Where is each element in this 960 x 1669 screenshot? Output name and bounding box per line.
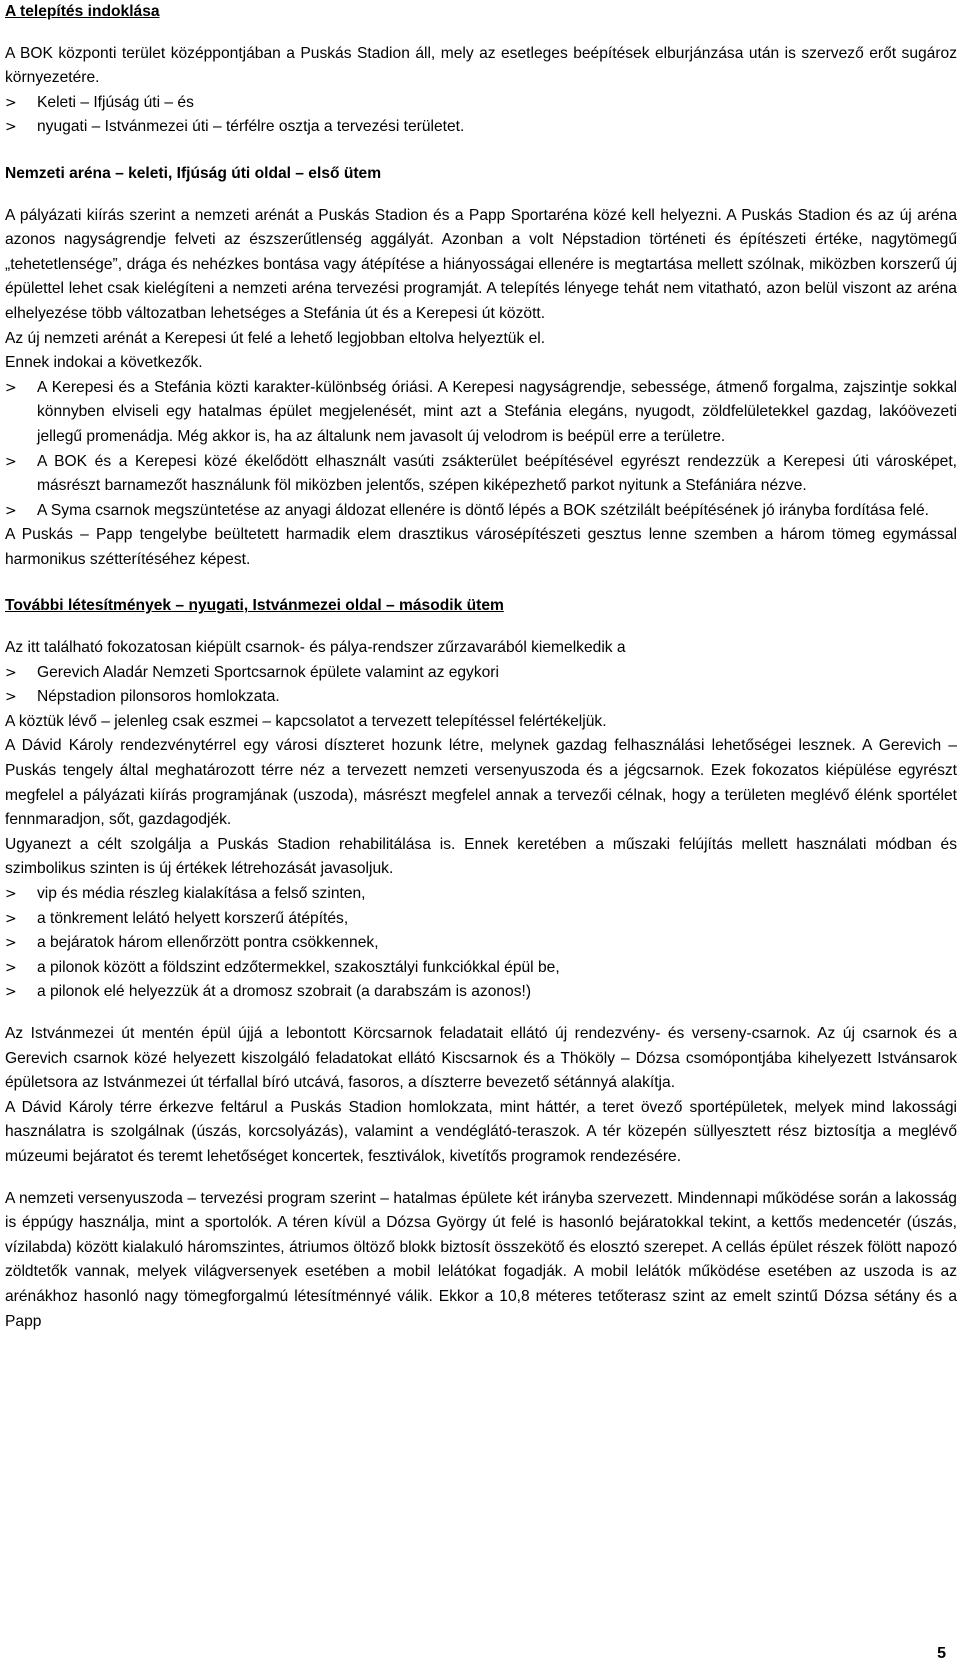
- list-item-text: vip és média részleg kialakítása a felső szinten,: [37, 885, 366, 902]
- bullet-marker: >: [5, 94, 17, 111]
- bullet-marker: >: [5, 959, 17, 976]
- list-item: [5, 450, 957, 499]
- section-title: A telepítés indoklása: [5, 3, 160, 20]
- document-body: [5, 0, 957, 1334]
- list-item: [5, 956, 957, 981]
- list-item-text: A BOK és a Kerepesi közé ékelődött elhasznált vasúti zsákterület beépítésével egyrészt rendezzük a Kerepesi úti városképet, másrészt barnamezőt használunk föl miközben jelentős, szépen kiképezhető parkot nyitunk a Stefániára nézve.: [37, 452, 957, 495]
- list-item-text: a pilonok elé helyezzük át a dromosz szobrait (a darabszám is azonos!): [37, 983, 532, 1001]
- bullet-marker: >: [5, 935, 17, 952]
- bullet-marker: >: [5, 119, 17, 136]
- bullet-marker: >: [5, 910, 17, 927]
- list-item: [5, 499, 957, 524]
- bullet-marker: >: [5, 502, 17, 519]
- list-item: [5, 882, 957, 907]
- list-item: [5, 980, 957, 1005]
- list-item-text: Gerevich Aladár Nemzeti Sportcsarnok épülete valamint az egykori: [37, 663, 499, 681]
- bullet-marker: >: [5, 689, 17, 706]
- paragraph: Az Istvánmezei út mentén épül újjá a lebontott Körcsarnok feladatait ellátó új rendezvény- és verseny-csarnok. Az új csarnok és a Gerevich csarnok közé helyezett kiszolgáló feladatokat ellátó Kiscsarnok és a Thököly – Dózsa csomópontjába kihelyezett Istvánsarok épületsora az Istvánmezei út térfallal bíró utcává, fasoros, a díszterre bevezető sétánnyá alakítja.: [5, 1024, 957, 1092]
- list-item-text: Keleti – Ifjúság úti – és: [37, 93, 194, 111]
- list-item-text: a tönkrement lelátó helyett korszerű átépítés,: [37, 909, 349, 927]
- bullet-marker: >: [5, 664, 17, 681]
- section-heading: További létesítmények – nyugati, Istvánmezei oldal – második ütem: [5, 597, 504, 615]
- paragraph: Az itt található fokozatosan kiépült csarnok- és pálya-rendszer zűrzavarából kiemelkedik a: [5, 639, 626, 657]
- paragraph: A Dávid Károly rendezvénytérrel egy városi díszteret hozunk létre, melynek gazdag felhasználási lehetőségei lesznek. A Gerevich – Puskás tengely által meghatározott térre néz a tervezett nemzeti versenyuszoda és a jégcsarnok. Ezek fokozatos kiépülése egyrészt megfelel a pályázati kiírás programjának (uszoda), másrészt megfelel annak a tervezői célnak, hogy a területen meglévő élénk sportélet fennmaradjon, sőt, gazdagodjék.: [5, 737, 957, 829]
- paragraph: A Puskás – Papp tengelybe beültetett harmadik elem drasztikus városépítészeti gesztus lenne szemben a három tömeg egymással harmonikus szétterítéséhez képest.: [5, 526, 957, 568]
- paragraph: A nemzeti versenyuszoda – tervezési program szerint – hatalmas épülete két irányba szervezett. Mindennapi működése során a lakosság is éppúgy használja, mint a sportolók. A téren kívül a Dózsa György út felé is hasonló bejáratokkal tekint, a kettős medencetér (úszás, vízilabda) között kialakuló háromszintes, átriumos öltöző blokk biztosít összekötő és elosztó szerepet. A cellás épület részek fölött napozó zöldtetők vannak, melyek világversenyek esetében a mobil lelátókat fogadják. A mobil lelátók működése esetében az uszoda is az arénákhoz hasonló nagy tömegforgalmú létesítménnyé válik. Ekkor a 10,8 méteres tetőterasz szint az emelt szintű Dózsa sétány és a Papp: [5, 1189, 957, 1330]
- paragraph: Ugyanezt a célt szolgálja a Puskás Stadion rehabilitálása is. Ennek keretében a műszaki felújítás mellett használati módban és szimbolikus szinten is új értékek létrehozását javasoljuk.: [5, 835, 957, 878]
- list-item: [5, 907, 957, 932]
- list-item-text: a pilonok között a földszint edzőtermekkel, szakosztályi funkciókkal épül be,: [37, 958, 560, 976]
- list-item: [5, 661, 957, 686]
- paragraph: Ennek indokai a következők.: [5, 354, 203, 372]
- paragraph: Az új nemzeti arénát a Kerepesi út felé a lehető legjobban eltolva helyeztük el.: [5, 329, 546, 347]
- list-item-text: Népstadion pilonsoros homlokzata.: [37, 688, 280, 706]
- list-item: [5, 376, 957, 450]
- page-number: 5: [937, 1645, 946, 1662]
- bullet-marker: >: [5, 379, 17, 396]
- list-item-text: A Syma csarnok megszüntetése az anyagi áldozat ellenére is döntő lépés a BOK szétzilált beépítésének jó irányba fordítása felé.: [37, 501, 929, 519]
- list-item-text: a bejáratok három ellenőrzött pontra csökkennek,: [37, 934, 379, 952]
- list-item: [5, 115, 957, 140]
- paragraph: A Dávid Károly térre érkezve feltárul a Puskás Stadion homlokzata, mint háttér, a teret övező sportépületek, melyek mind lakossági használatra is szolgálnak (úszás, korcsolyázás), valamint a vendéglátó-teraszok. A tér közepén süllyesztett rész biztosítja a meglévő múzeumi bejáratot és teremt lehetőséget koncertek, fesztiválok, kivetítős programok rendezésére.: [5, 1098, 957, 1165]
- section-heading: Nemzeti aréna – keleti, Ifjúság úti oldal – első ütem: [5, 164, 382, 182]
- bullet-marker: >: [5, 886, 17, 902]
- list-item: [5, 685, 957, 710]
- list-item: [5, 91, 957, 116]
- bullet-marker: >: [5, 984, 17, 1001]
- list-item-text: nyugati – Istvánmezei úti – térfélre osztja a tervezési területet.: [37, 118, 465, 136]
- paragraph: A BOK központi terület középpontjában a Puskás Stadion áll, mely az esetleges beépítések elburjánzása után is szervező erőt sugároz környezetére.: [5, 44, 957, 87]
- list-item: [5, 931, 957, 956]
- paragraph: A pályázati kiírás szerint a nemzeti arénát a Puskás Stadion és a Papp Sportaréna közé kell helyezni. A Puskás Stadion és az új aréna azonos nagyságrendje felveti az észszerűtlenség aggályát. Azonban a volt Népstadion történeti és építészeti értéke, nagytömegű „tehetetlensége”, drága és nehézkes bontása vagy átépítése a hiányosságai ellenére is megtartása mellett szólnak, miközben korszerű új épülettel lehet csak kielégíteni a nemzeti aréna tervezési programját. A telepítés lényege tehát nem vitatható, azon belül viszont az aréna elhelyezése több változatban lehetséges a Stefánia út és a Kerepesi út között.: [5, 206, 957, 322]
- paragraph: A köztük lévő – jelenleg csak eszmei – kapcsolatot a tervezett telepítéssel felértékeljük.: [5, 712, 607, 730]
- list-item-text: A Kerepesi és a Stefánia közti karakter-különbség óriási. A Kerepesi nagyságrendje, sebessége, átmenő forgalma, zajszintje sokkal könnyben elviseli egy hatalmas épület megjelenését, mint azt a Stefánia elegáns, nyugodt, zöldfelületekkel gazdag, lakóövezeti jellegű promenádja. Még akkor is, ha az általunk nem javasolt új velodrom is beépül erre a területre.: [37, 378, 957, 445]
- bullet-marker: >: [5, 453, 17, 470]
